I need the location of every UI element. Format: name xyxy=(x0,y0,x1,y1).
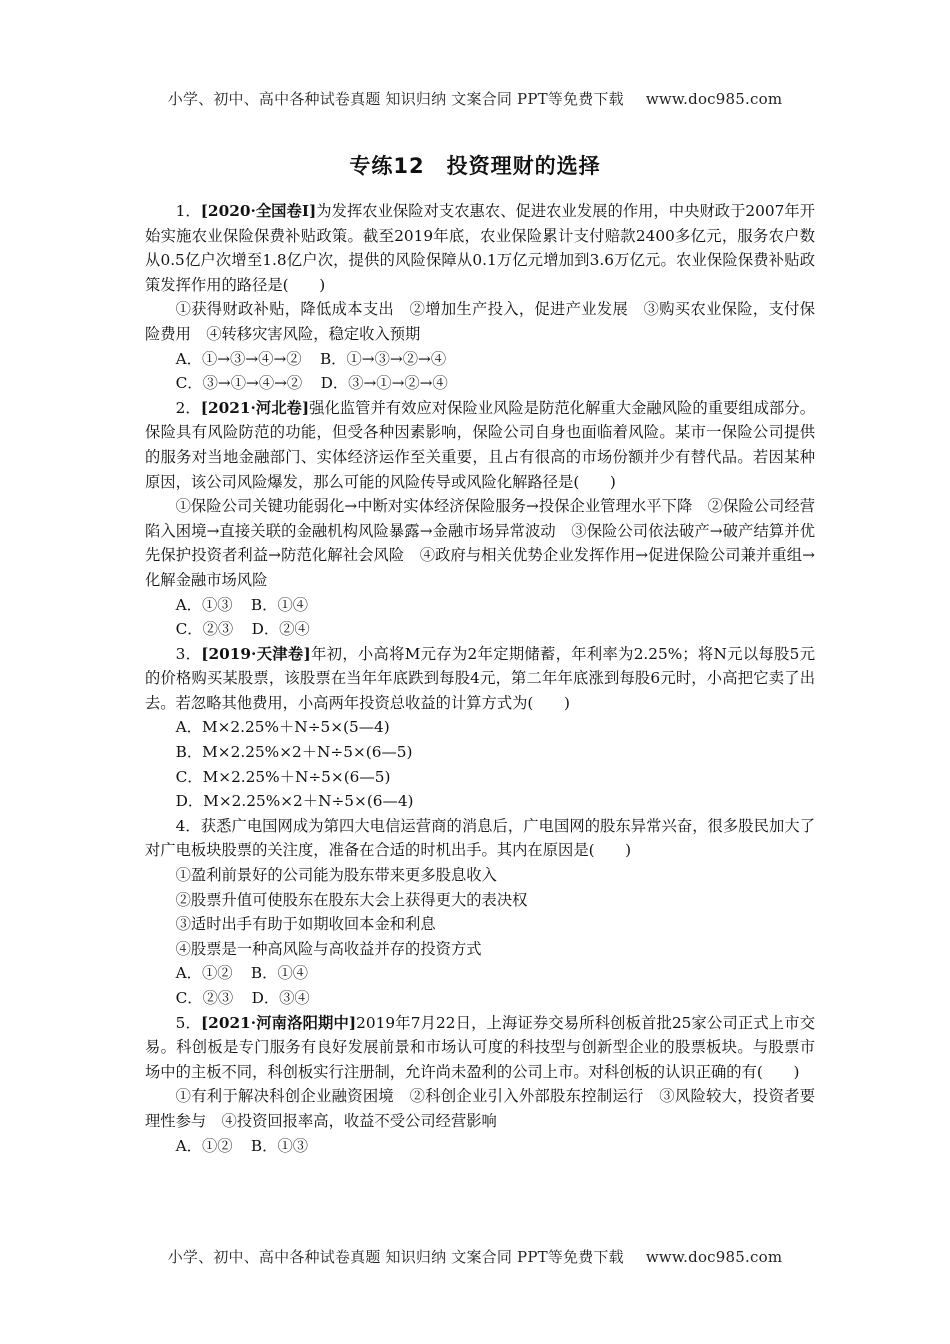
question-3 xyxy=(145,642,815,814)
option-d[interactable]: D．③④ xyxy=(251,989,310,1007)
statement-line: ①盈利前景好的公司能为股东带来更多股息收入 xyxy=(175,866,497,885)
option-a[interactable]: A．①→③→④→② xyxy=(175,349,302,368)
option-c[interactable]: C．M×2.25%＋N÷5×(6—5) xyxy=(175,767,391,786)
question-5 xyxy=(145,1011,815,1159)
question-number: 4． xyxy=(175,816,201,835)
question-list xyxy=(145,199,815,1158)
question-source: [2019·天津卷] xyxy=(201,644,311,663)
question-stem xyxy=(145,814,815,863)
option-b[interactable]: B．①④ xyxy=(250,964,309,983)
option-row xyxy=(145,961,815,986)
option-row xyxy=(145,593,815,618)
banner-url[interactable]: www.doc985.com xyxy=(645,90,783,108)
option-c[interactable]: C．②③ xyxy=(175,989,234,1007)
question-stem xyxy=(145,396,815,494)
statement-block: ①有利于解决科创企业融资困境 ②科创企业引入外部股东控制运行 ③风险较大，投资者要理性参与 ④投资回报率高，收益不受公司经营影响 xyxy=(145,1087,815,1130)
banner-text: 小学、初中、高中各种试卷真题 知识归纳 文案合同 PPT等免费下载 xyxy=(167,90,624,108)
option-a[interactable]: A．①② xyxy=(175,964,233,983)
option-b[interactable]: B．M×2.25%×2＋N÷5×(6—5) xyxy=(175,743,413,762)
statement-block: ①保险公司关键功能弱化→中断对实体经济保险服务→投保企业管理水平下降 ②保险公司经营陷入困境→直接关联的金融机构风险暴露→金融市场异常波动 ③保险公司依法破产→破产结算并优先保护投资者利益→防范化解社会风险 ④政府与相关优势企业发挥作用→促进保险公司兼并重组→化解金融市场风险 xyxy=(145,497,815,589)
question-stem xyxy=(145,199,815,297)
question-2 xyxy=(145,396,815,642)
option-a[interactable]: A．①② xyxy=(175,1136,233,1155)
question-number: 5． xyxy=(175,1013,201,1032)
option-d[interactable]: D．③→①→②→④ xyxy=(320,374,448,393)
option-d[interactable]: D．M×2.25%×2＋N÷5×(6—4) xyxy=(175,792,414,811)
question-number: 3． xyxy=(175,644,202,663)
option-row xyxy=(145,986,815,1011)
question-text: 为发挥农业保险对支农惠农、促进农业发展的作用，中央财政于2007年开始实施农业保险保费补贴政策。截至2019年底，农业保险累计支付赔款2400多亿元，服务农户数从0.5亿户次增至1.8亿户次，提供的风险保障从0.1万亿元增加到3.6万亿元。农业保险保费补贴政策发挥作用的路径是( ) xyxy=(145,202,816,294)
question-stem xyxy=(145,1011,815,1085)
banner-text: 小学、初中、高中各种试卷真题 知识归纳 文案合同 PPT等免费下载 xyxy=(167,1248,624,1266)
question-source: [2021·河南洛阳期中] xyxy=(200,1013,357,1032)
option-row xyxy=(145,371,815,396)
banner-url[interactable]: www.doc985.com xyxy=(645,1248,783,1266)
header-banner xyxy=(0,88,950,109)
question-stem xyxy=(145,642,815,716)
statement-line: ④股票是一种高风险与高收益并存的投资方式 xyxy=(175,939,482,958)
footer-banner xyxy=(0,1246,950,1267)
option-b[interactable]: B．①→③→②→④ xyxy=(319,349,447,368)
page-title: 专练12 投资理财的选择 xyxy=(349,154,601,178)
option-row xyxy=(145,617,815,642)
question-text: 强化监管并有效应对保险业风险是防范化解重大金融风险的重要组成部分。保险具有风险防范的功能，但受各种因素影响，保险公司自身也面临着风险。某市一保险公司提供的服务对当地金融部门、实体经济运作至关重要，且占有很高的市场份额并少有替代品。若因某种原因，该公司风险爆发，那么可能的风险传导或风险化解路径是( ) xyxy=(145,398,815,491)
option-row xyxy=(145,1134,815,1159)
question-number: 1． xyxy=(175,202,201,220)
question-number: 2． xyxy=(175,398,201,417)
question-4 xyxy=(145,814,815,1011)
question-source: [2020·全国卷Ⅰ] xyxy=(200,202,317,220)
question-text: 2019年7月22日，上海证券交易所科创板首批25家公司正式上市交易。科创板是专门服务有良好发展前景和市场认可度的科技型与创新型企业的股票板块。与股票市场中的主板不同，科创板实行注册制，允许尚未盈利的公司上市。对科创板的认识正确的有( ) xyxy=(145,1013,816,1081)
statement-line: ③适时出手有助于如期收回本金和利息 xyxy=(175,915,436,934)
option-c[interactable]: C．③→①→④→② xyxy=(175,374,303,393)
option-a[interactable]: A．①③ xyxy=(175,595,233,614)
question-1 xyxy=(145,199,815,396)
option-a[interactable]: A．M×2.25%＋N÷5×(5—4) xyxy=(175,718,390,737)
option-b[interactable]: B．①③ xyxy=(250,1136,309,1155)
statement-line: ②股票升值可使股东在股东大会上获得更大的表决权 xyxy=(175,890,528,909)
question-source: [2021·河北卷] xyxy=(200,398,310,417)
statement-block: ①获得财政补贴，降低成本支出 ②增加生产投入，促进产业发展 ③购买农业保险，支付保险费用 ④转移灾害风险，稳定收入预期 xyxy=(145,300,815,343)
option-c[interactable]: C．②③ xyxy=(175,620,234,639)
question-text: 年初，小高将M元存为2年定期储蓄，年利率为2.25%；将N元以每股5元的价格购买某股票，该股票在当年年底跌到每股4元，第二年年底涨到每股6元时，小高把它卖了出去。若忽略其他费用，小高两年投资总收益的计算方式为( ) xyxy=(145,644,815,712)
question-text: 获悉广电国网成为第四大电信运营商的消息后，广电国网的股东异常兴奋，很多股民加大了对广电板块股票的关注度，准备在合适的时机出手。其内在原因是( ) xyxy=(145,816,815,860)
option-d[interactable]: D．②④ xyxy=(251,620,310,639)
option-row xyxy=(145,347,815,372)
option-b[interactable]: B．①④ xyxy=(250,595,309,614)
